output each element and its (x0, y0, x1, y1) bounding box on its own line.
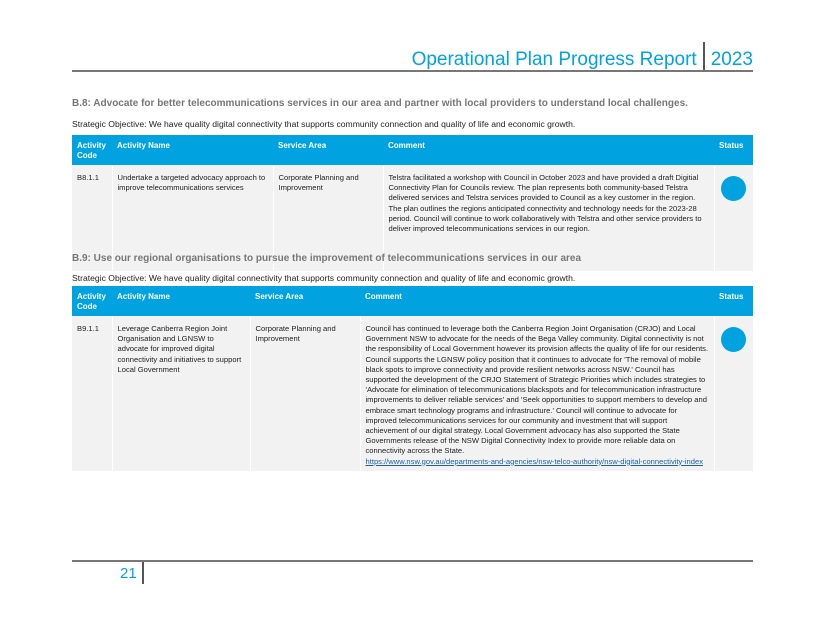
col-activity-code: Activity Code (77, 141, 106, 160)
header-divider (703, 42, 705, 72)
section-heading-b8: B.8: Advocate for better telecommunications services in our area and partner with local providers to understand local challenges. (72, 98, 688, 109)
activity-table-b8 (72, 135, 753, 271)
report-title: Operational Plan Progress Report (411, 49, 697, 70)
col-service-area: Service Area (255, 292, 304, 301)
activity-comment: Telstra facilitated a workshop with Council in October 2023 and have provided a draft Digitial Connectivity Plan for Councils review. The plan represents both community-based Telstra delivered services and Telstra services provided to Council as a key customer in the region. The plan outlines the regions anticipated connectivity and technology needs for the 2023-28 period. Council will continue to work collaboratively with Telstra and other service providers to deliver improved telecommunications services in our region. (383, 165, 714, 271)
header-rule (72, 70, 753, 72)
activity-code: B8.1.1 (72, 165, 112, 271)
activity-code: B9.1.1 (72, 316, 112, 471)
activity-comment-cell (360, 316, 714, 471)
status-cell (714, 316, 753, 471)
strategic-objective-b9: Strategic Objective: We have quality digital connectivity that supports community connection and quality of life and economic growth. (72, 273, 576, 283)
service-area: Corporate Planning and Improvement (273, 165, 383, 271)
col-comment: Comment (365, 292, 402, 301)
status-indicator (721, 327, 746, 352)
status-indicator (721, 176, 746, 201)
table-header-row (72, 286, 753, 316)
page-header (412, 40, 753, 72)
col-activity-name: Activity Name (117, 141, 170, 150)
col-status: Status (719, 292, 744, 301)
col-activity-code: Activity Code (77, 292, 106, 311)
digital-connectivity-index-link[interactable]: https://www.nsw.gov.au/departments-and-agencies/nsw-telco-authority/nsw-digital-connectivity-index (365, 456, 704, 466)
strategic-objective-b8: Strategic Objective: We have quality digital connectivity that supports community connection and quality of life and economic growth. (72, 119, 576, 129)
status-cell (714, 165, 753, 271)
footer-rule (72, 560, 753, 562)
activity-name: Leverage Canberra Region Joint Organisation and LGNSW to advocate for improved digital connectivity and initiatives to support Local Government (112, 316, 250, 471)
footer-divider (142, 562, 144, 584)
col-activity-name: Activity Name (117, 292, 170, 301)
col-comment: Comment (388, 141, 425, 150)
activity-comment: Council has continued to leverage both the Canberra Region Joint Organisation (CRJO) and Local Government NSW to advocate for the needs of the Bega Valley community. Digital connectivity is not the responsibility of Local Government however its provision affects the quality of life for our residents. Council supports the LGNSW policy position that it continues to advocate for 'The removal of mobile black spots to improve connectivity and provide resilient networks across NSW.' Council has supported the development of the CRJO Statement of Strategic Priorities which includes strategies to 'Advocate for elimination of telecommunications blackspots and for telecommunication infrastructure improvements to deliver reliable services' and 'Seek opportunities to support members to develop and embrace smart technology programs and infrastructure.' Council will continue to advocate for improved telecommunications services for our community and investment that will support achievement of our digital strategy. Local Government advocacy has also supported the State Governments release of the NSW Digital Connectivity Index to provide more reliable data on connectivity across the State. (365, 324, 709, 456)
section-heading-b9: B.9: Use our regional organisations to pursue the improvement of telecommunications services in our area (72, 253, 582, 264)
activity-name: Undertake a targeted advocacy approach to improve telecommunications services (112, 165, 273, 271)
activity-table-b9 (72, 286, 753, 471)
table-header-row (72, 135, 753, 165)
col-status: Status (719, 141, 744, 150)
report-year: 2023 (710, 49, 753, 70)
table-row (72, 316, 753, 471)
page-number: 21 (120, 565, 137, 582)
service-area: Corporate Planning and Improvement (250, 316, 360, 471)
col-service-area: Service Area (278, 141, 327, 150)
